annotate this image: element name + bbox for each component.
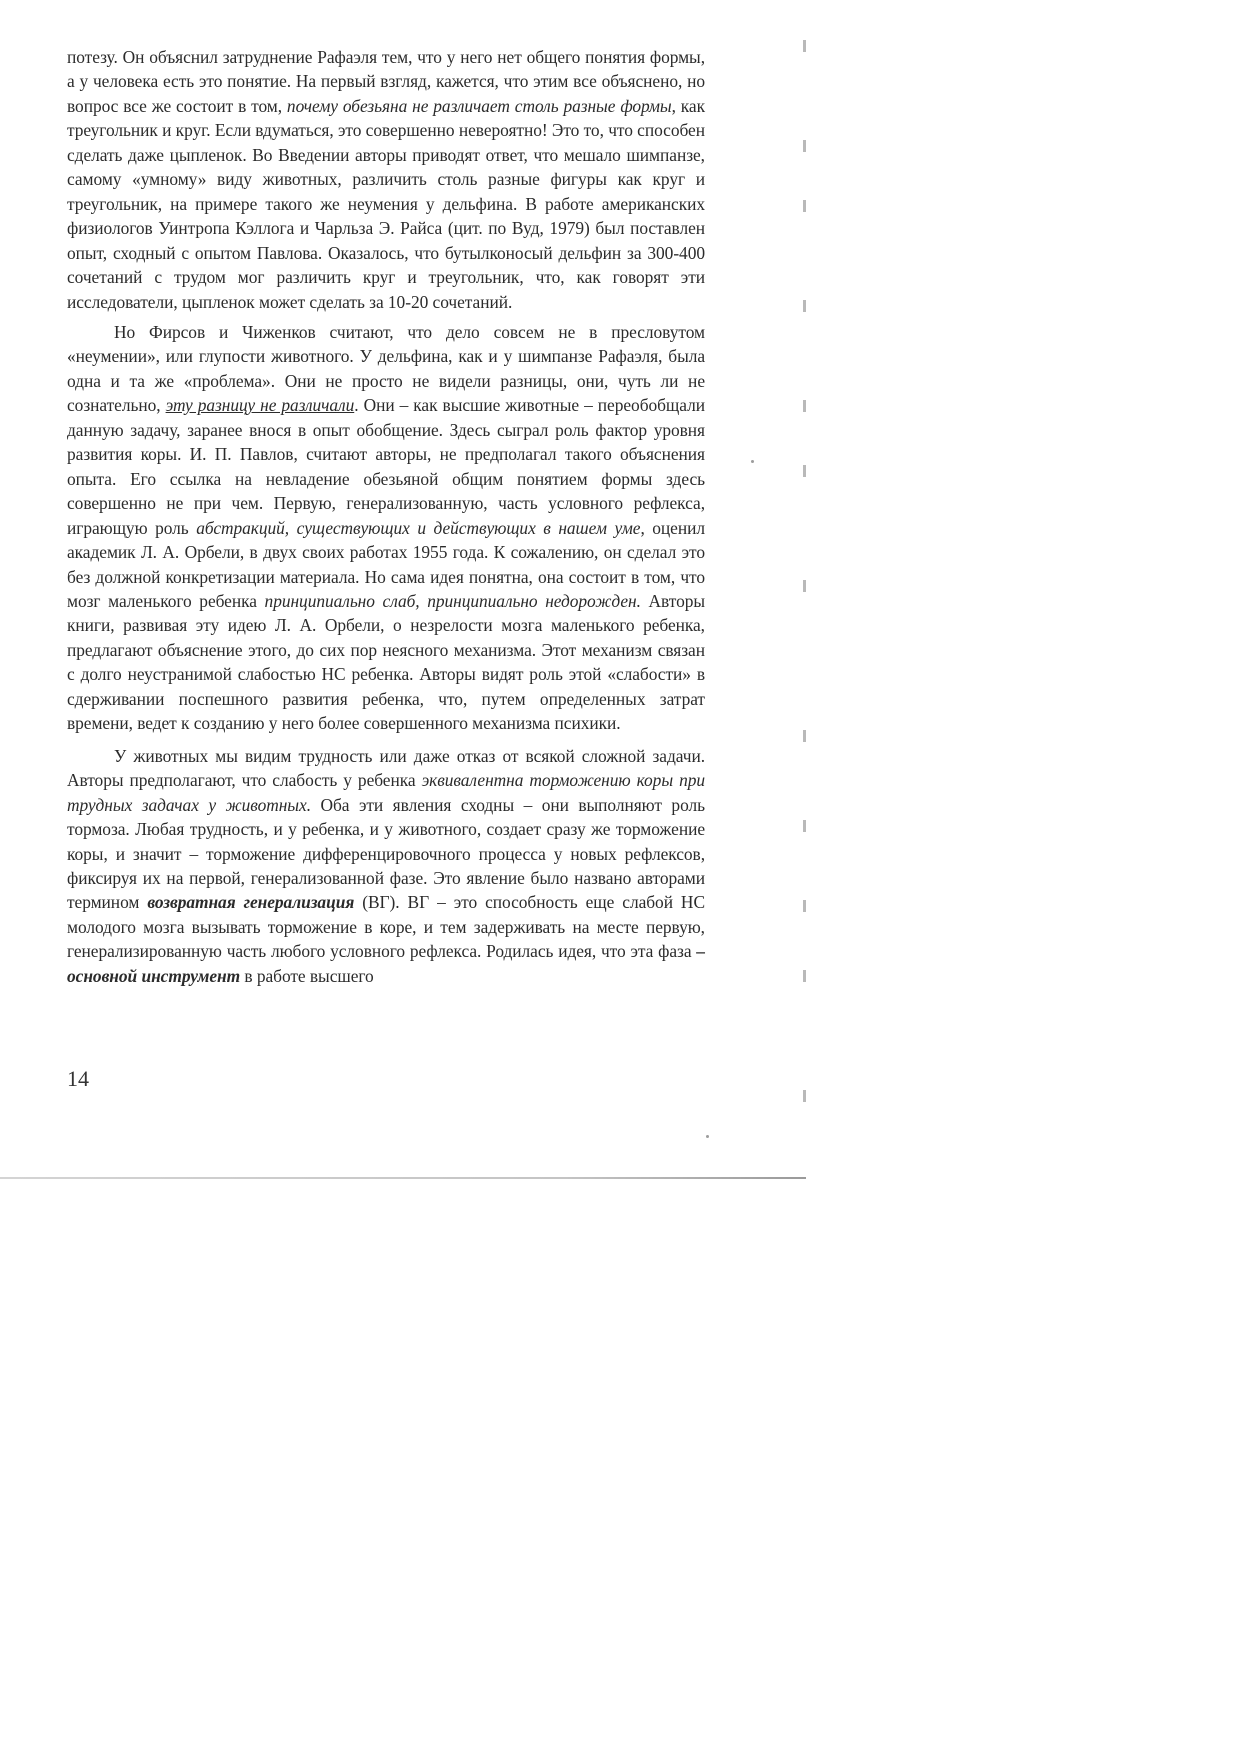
scan-tick bbox=[803, 970, 806, 982]
p2-span-1: Но Фирсов и Чиженков считают, что дело совсем не в пресловутом «неумении», или глупости животного. У дельфина, как и у шимпанзе Рафаэля, была одна и та же «проблема». Они не просто не видели разницы, они, чуть ли не сознательно, bbox=[67, 321, 705, 416]
scan-tick bbox=[803, 400, 806, 412]
p3-span-5: (ВГ). ВГ – это способность еще слабой НС молодого мозга вызывать торможение в коре, и тем задерживать на месте первую, генерализированную часть любого условного рефлекса. Родилась идея, что эта фаза bbox=[67, 892, 705, 962]
p1-span-3: , как треугольник и круг. Если вдуматься, это совершенно невероятно! Это то, что способен сделать даже цыпленок. Во Введении авторы приводят ответ, что мешало шимпанзе, самому «умному» виду животных, различить столь разные фигуры как круг и треугольник, на примере такого же неумения у дельфина. В работе американских физиологов Уинтропа Кэллога и Чарльза Э. Райса (цит. по Вуд, 1979) был поставлен опыт, сходный с опытом Павлова. Оказалось, что бутылконосый дельфин за 300-400 сочетаний с трудом мог различить круг и треугольник, что, как говорят эти исследователи, цыпленок может сделать за 10-20 сочетаний. bbox=[67, 95, 705, 312]
p3-italic-phrase: эквивалентна торможению коры при трудных задачах у животных. bbox=[67, 770, 705, 815]
p2-span-3: . Они – как высшие животные – переобобщали данную задачу, заранее внося в опыт обобщение. Здесь сыграл роль фактор уровня развития коры. И. П. Павлов, считают авторы, не предполагал такого объяснения опыта. Его ссылка на невладение обезьяной общим понятием формы здесь совершенно не при чем. Первую, генерализованную, часть условного рефлекса, играющую роль bbox=[67, 395, 705, 538]
p3-span-1: У животных мы видим трудность или даже отказ от всякой сложной задачи. Авторы предполагают, что слабость у ребенка bbox=[67, 745, 705, 791]
p2-italic-phrase-abstractions: абстракций, существующих и действующих в нашем уме bbox=[196, 517, 641, 538]
paragraph-2 bbox=[67, 320, 705, 736]
p2-span-5: , оценил академик Л. А. Орбели, в двух своих работах 1955 года. К сожалению, он сделал это без должной конкретизации материала. Но сама идея понятна, она состоит в том, что мозг маленького ребенка bbox=[67, 517, 705, 611]
page-number: 14 bbox=[67, 1066, 89, 1091]
p2-italic-phrase-weak-brain: принципиально слаб, принципиально недорожден. bbox=[264, 590, 641, 611]
scan-tick bbox=[803, 1090, 806, 1102]
scan-speck bbox=[751, 460, 754, 463]
scan-tick bbox=[803, 140, 806, 152]
p2-span-7: Авторы книги, развивая эту идею Л. А. Орбели, о незрелости мозга маленького ребенка, предлагают объяснение этого, до сих пор неясного механизма. Этот механизм связан с долго неустранимой слабостью НС ребенка. Авторы видят роль этой «слабости» в сдерживании поспешного развития ребенка, что, путем определенных затрат времени, ведет к созданию у него более совершенного механизма психики. bbox=[67, 590, 705, 734]
paragraph-3 bbox=[67, 744, 705, 989]
p3-bold-italic-term: возвратная генерализация bbox=[147, 892, 355, 913]
scan-tick bbox=[803, 820, 806, 832]
scan-tick bbox=[803, 300, 806, 312]
scan-tick bbox=[803, 200, 806, 212]
scan-tick bbox=[803, 730, 806, 742]
paragraph-1 bbox=[67, 45, 705, 314]
scan-tick bbox=[803, 465, 806, 477]
scan-speck bbox=[706, 1135, 709, 1138]
scan-tick bbox=[803, 900, 806, 912]
p1-italic-phrase: почему обезьяна не различает столь разные формы bbox=[286, 95, 672, 116]
p3-span-3: Оба эти явления сходны – они выполняют роль тормоза. Любая трудность, и у ребенка, и у животного, создает сразу же торможение коры, и значит – торможение дифференцировочного процесса у новых рефлексов, фиксируя их на первой, генерализованной фазе. Это явление было названо авторами термином bbox=[67, 794, 705, 913]
p1-span-1: потезу. Он объяснил затруднение Рафаэля тем, что у него нет общего понятия формы, а у человека есть это понятие. На первый взгляд, кажется, что этим все объяснено, но вопрос все же состоит в том, bbox=[67, 47, 705, 116]
page-bottom-edge bbox=[0, 1177, 806, 1179]
right-margin-scan-artifacts bbox=[803, 40, 811, 1170]
p3-span-7: в работе высшего bbox=[240, 965, 374, 986]
p2-underlined-italic-phrase: эту разницу не различали bbox=[165, 395, 355, 416]
p3-bold-italic-instrument: – основной инструмент bbox=[67, 941, 705, 986]
body-text-column bbox=[67, 45, 705, 988]
scan-tick bbox=[803, 580, 806, 592]
scan-tick bbox=[803, 40, 806, 52]
